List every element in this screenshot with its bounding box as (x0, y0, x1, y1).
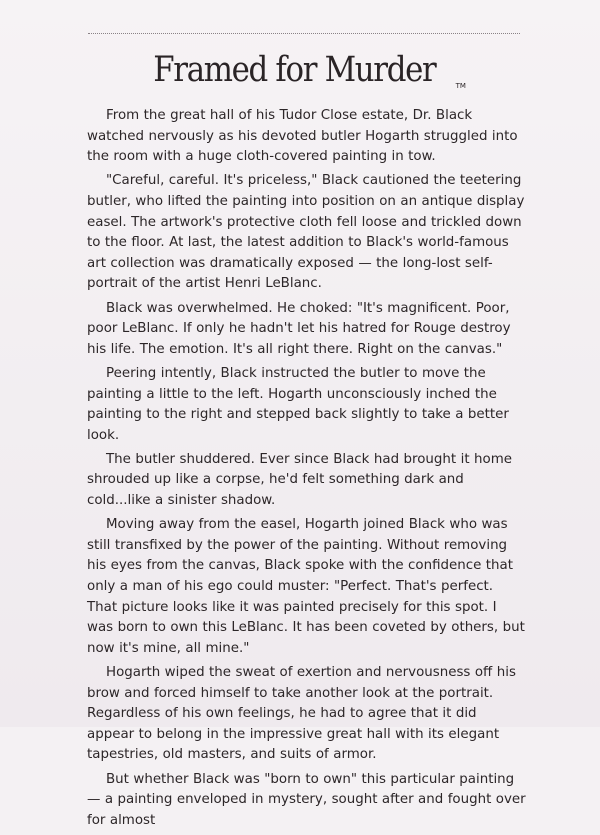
paragraph: Black was overwhelmed. He choked: "It's magnificent. Poor, poor LeBlanc. If only he hadn't let his hatred for Rouge destroy his life. The emotion. It's all right there. Right on the canvas." (87, 300, 511, 357)
paragraph: But whether Black was "born to own" this particular painting — a painting enveloped in mystery, sought after and fought over for almost (87, 771, 526, 828)
paragraph: The butler shuddered. Ever since Black had brought it home shrouded up like a corpse, he'd felt something dark and cold...like a sinister shadow. (87, 451, 513, 509)
top-dotted-rule (88, 33, 520, 34)
trademark-mark: TM (455, 82, 466, 90)
paragraph: Peering intently, Black instructed the butler to move the painting a little to the left. Hogarth unconsciously inched the painting to the right and stepped back slightly to take a better look. (87, 365, 509, 443)
paragraph: From the great hall of his Tudor Close estate, Dr. Black watched nervously as his devoted butler Hogarth struggled into the room with a huge cloth-covered painting in tow. (87, 108, 518, 165)
title-block (0, 50, 600, 90)
paragraph: "Careful, careful. It's priceless," Black cautioned the teetering butler, who lifted the painting into position on an antique display easel. The artwork's protective cloth fell loose and trickled down to the floor. At last, the latest addition to Black's world-famous art collection was dramatically exposed — the long-lost self-portrait of the artist Henri LeBlanc. (87, 173, 525, 292)
page-title: Framed for Murder (153, 50, 436, 90)
story-body (87, 106, 527, 835)
paragraph: Moving away from the easel, Hogarth joined Black who was still transfixed by the power of the painting. Without removing his eyes from the canvas, Black spoke with the confidence that only a man of his ego could muster: "Perfect. That's perfect. That picture looks like it was painted precisely for this spot. I was born to own this LeBlanc. It has been coveted by others, but now it's mine, all mine." (87, 517, 525, 656)
paragraph: Hogarth wiped the sweat of exertion and nervousness off his brow and forced himself to take another look at the portrait. Regardless of his own feelings, he had to agree that it did appear to belong in the impressive great hall with its elegant tapestries, old masters, and suits of armor. (87, 665, 516, 763)
